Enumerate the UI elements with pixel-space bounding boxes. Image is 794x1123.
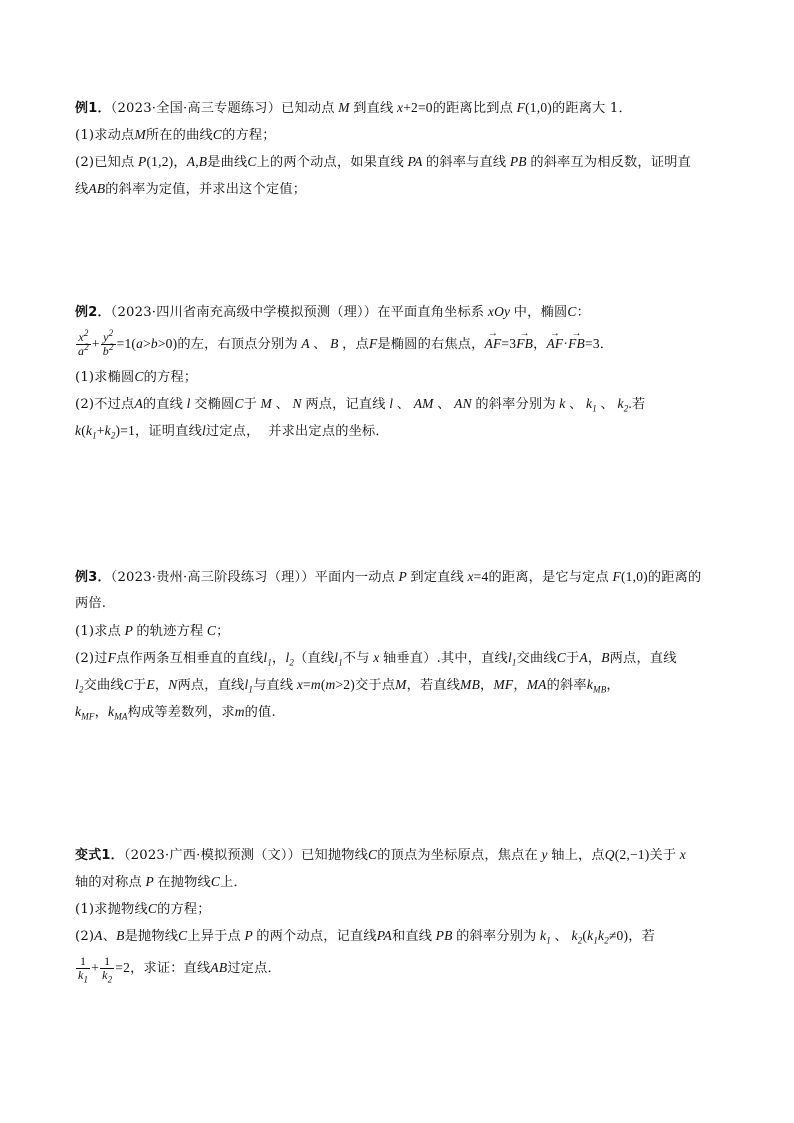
variant-1-statement: 变式1．（2023·广西·模拟预测（文））已知抛物线C的顶点为坐标原点，焦点在 y 轴上，点Q(2,−1)关于 x — [75, 847, 686, 863]
example-3-part-2-end: $k_{MF}$，$k_{MA}$构成等差数列，求m的值. — [75, 704, 276, 722]
example-3-statement: 例3．（2023·贵州·高三阶段练习（理））平面内一动点 P 到定直线 x=4的距离，是它与定点 F(1,0)的距离的 — [75, 569, 702, 585]
fraction-1-k2: $\frac{1}{k_2}$ — [102, 954, 113, 985]
example-1-part-1: (1)求动点M所在的曲线C的方程； — [75, 127, 276, 143]
variant-1-part-2-cont: $\frac{1}{k_1}$ + $\frac{1}{k_2}$ =2，求证：直线AB过定点． — [78, 954, 281, 985]
variant-1-statement-cont: 轴的对称点 P 在抛物线C上． — [75, 874, 247, 890]
example-1 — [75, 94, 725, 202]
example-2-label: 例2． — [75, 305, 111, 320]
example-2-ellipse-line: $\frac{x^2}{a^2}$ + $\frac{y^2}{b^2}$ =1(a>b>0)的左，右顶点分别为 A 、 B ，点F是椭圆的右焦点，→ AF=3→ FB，→ AF·→ FB=3． — [75, 325, 725, 363]
fraction-x2-a2: $\frac{x^2}{a^2}$ — [78, 328, 89, 358]
example-3 — [75, 563, 725, 725]
example-2-part-2: (2)不过点A的直线 l 交椭圆C于 M 、 N 两点，记直线 l 、 AM 、 AN 的斜率分别为 k 、 $k_1$ 、 $k_2$.若 — [75, 396, 646, 414]
variant-1-part-1: (1)求抛物线C的方程； — [75, 901, 211, 917]
example-3-label: 例3． — [75, 570, 111, 585]
example-1-part-2-cont: 线AB的斜率为定值，并求出这个定值； — [75, 181, 307, 197]
variant-1-label: 变式1． — [75, 848, 124, 863]
example-3-part-1: (1)求点 P 的轨迹方程 C； — [75, 623, 230, 639]
fraction-y2-b2: $\frac{y^2}{b^2}$ — [102, 328, 114, 358]
example-2-part-2-cont: $k(k_1+k_2)=1$，证明直线l过定点， 并求出定点的坐标． — [75, 423, 389, 441]
example-1-label: 例1． — [75, 101, 111, 116]
example-2-statement: 例2．（2023·四川省南充高级中学模拟预测（理））在平面直角坐标系 xOy 中，椭圆C： — [75, 304, 590, 320]
variant-1 — [75, 841, 725, 987]
example-1-part-2: (2)已知点 P(1,2)，A,B是曲线C上的两个动点，如果直线 PA 的斜率与直线 PB 的斜率互为相反数，证明直 — [75, 154, 691, 170]
example-3-part-2-cont: $l_2$交曲线C于E，N两点，直线$l_1$与直线 x=m(m>2)交于点M，若直线MB，MF，MA的斜率$k_{MB}$， — [75, 677, 620, 695]
example-3-statement-cont: 两倍. — [75, 596, 107, 611]
example-2 — [75, 298, 725, 444]
example-1-statement: 例1．（2023·全国·高三专题练习）已知动点 M 到直线 x+2=0的距离比到点 F(1,0)的距离大 1． — [75, 100, 632, 116]
variant-1-part-2: (2)A、B是抛物线C上异于点 P 的两个动点，记直线PA和直线 PB 的斜率分别为 $k_1$ 、 $k_2(k_1k_2\ne 0)$，若 — [75, 928, 655, 946]
example-2-part-1: (1)求椭圆C的方程； — [75, 369, 198, 385]
fraction-1-k1: $\frac{1}{k_1}$ — [78, 954, 89, 985]
example-3-part-2: (2)过F点作两条互相垂直的直线$l_1$，$l_2$（直线$l_1$不与 x 轴垂直）.其中，直线$l_1$交曲线C于A，B两点，直线 — [75, 650, 677, 668]
